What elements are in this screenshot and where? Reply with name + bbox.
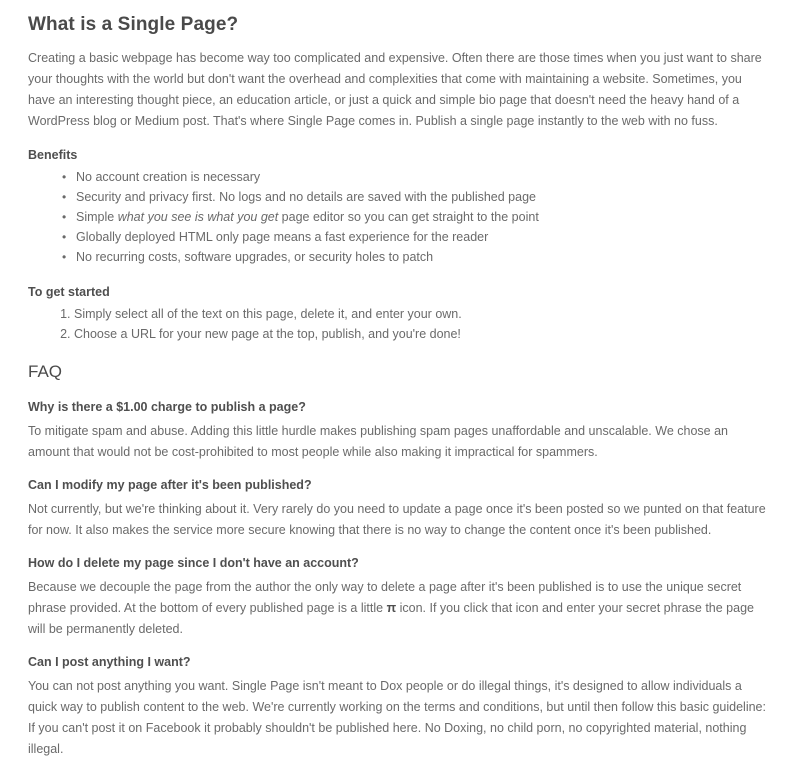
list-item: • No account creation is necessary [62, 168, 772, 187]
faq-answer: Not currently, but we're thinking about it. Very rarely do you need to update a page once it's been posted so we punted on that feature for now. It also makes the service more secure knowing that there is no way to change the content once it's been published. [28, 502, 766, 537]
intro-paragraph: Creating a basic webpage has become way too complicated and expensive. Often there are those times when you just want to share your thoughts with the world but don't want the overhead and complexities that come with maintaining a website. Sometimes, you have an interesting thought piece, an education article, or just a quick and simple bio page that doesn't need the heavy hand of a WordPress blog or Medium post. That's where Single Page comes in. Publish a single page instantly to the web with no fuss. [28, 51, 762, 128]
faq-answer: You can not post anything you want. Single Page isn't meant to Dox people or do illegal things, it's designed to allow individuals a quick way to publish content to the web. We're currently working on the terms and conditions, but until then follow this basic guideline: If you can't post it on Facebook it probably shouldn't be published here. No Doxing, no child porn, no copyrighted material, nothing illegal. [28, 679, 766, 756]
faq-item [28, 655, 772, 760]
get-started-list [28, 305, 772, 344]
list-item: • Security and privacy first. No logs and no details are saved with the published page [62, 188, 772, 207]
faq-answer-part1: Because we decouple the page from the author the only way to delete a page after it's been published is to use the unique secret phrase provided. At the bottom of every published page is a little [28, 580, 742, 615]
faq-heading: FAQ [28, 362, 63, 381]
list-item: • No recurring costs, software upgrades, or security holes to patch [62, 248, 772, 267]
page-title: What is a Single Page? [28, 14, 239, 35]
list-item: 2. Choose a URL for your new page at the top, publish, and you're done! [74, 325, 772, 344]
list-item: • Simple what you see is what you get page editor so you can get straight to the point [62, 208, 772, 227]
list-item: 1. Simply select all of the text on this page, delete it, and enter your own. [74, 305, 772, 324]
faq-item [28, 400, 772, 463]
benefits-list [28, 168, 772, 267]
faq-answer-part2: icon. If you click that icon and enter your secret phrase the page will be permanently deleted. [28, 601, 754, 636]
pi-icon: π [386, 601, 397, 615]
faq-item [28, 478, 772, 541]
faq-answer [28, 577, 772, 640]
faq-question: How do I delete my page since I don't have an account? [28, 556, 359, 570]
faq-answer: To mitigate spam and abuse. Adding this little hurdle makes publishing spam pages unaffordable and unscalable. We chose an amount that would not be cost-prohibited to most people while also making it impractical for spammers. [28, 424, 728, 459]
get-started-heading: To get started [28, 285, 110, 299]
faq-item [28, 556, 772, 640]
faq-question: Can I modify my page after it's been published? [28, 478, 312, 492]
emphasis-text: what you see is what you get [117, 210, 279, 224]
benefits-heading: Benefits [28, 148, 78, 162]
faq-question: Can I post anything I want? [28, 655, 191, 669]
faq-question: Why is there a $1.00 charge to publish a page? [28, 400, 306, 414]
list-item: • Globally deployed HTML only page means a fast experience for the reader [62, 228, 772, 247]
